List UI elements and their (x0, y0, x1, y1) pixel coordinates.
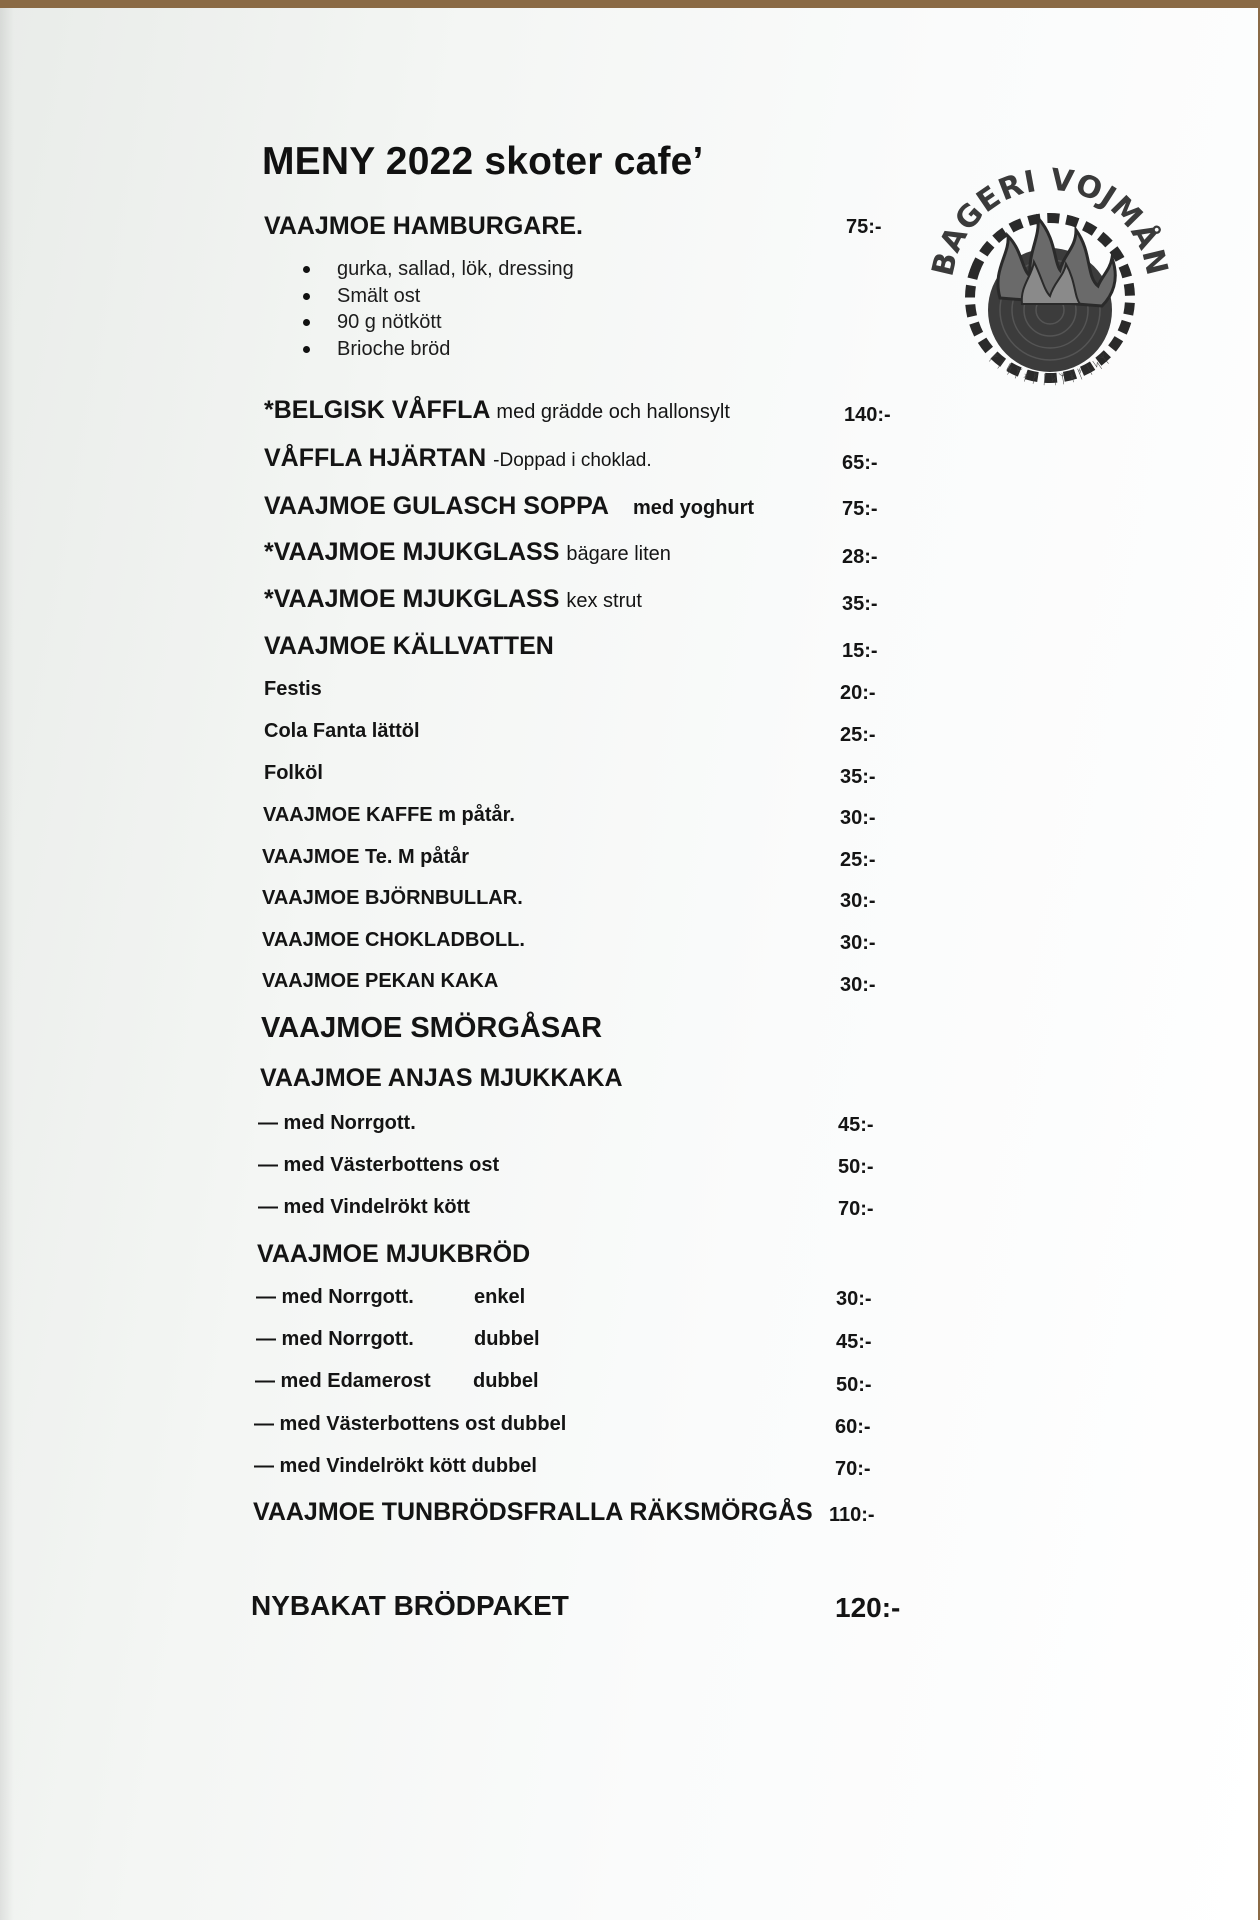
bakery-logo (930, 158, 1170, 418)
ingredient-text: Smält ost (337, 284, 421, 307)
list-item (300, 283, 574, 310)
bullet-icon (303, 266, 310, 273)
item-title: VAAJMOE GULASCH SOPPA (264, 492, 609, 520)
item-price: 70:- (838, 1198, 874, 1220)
item-title: *VAAJMOE MJUKGLASS (264, 538, 560, 566)
item-name: Festis (264, 678, 322, 700)
section-heading-smorgasar: VAAJMOE SMÖRGÅSAR (261, 1012, 603, 1044)
list-item (300, 309, 574, 336)
item-name: VAAJMOE KAFFE m påtår. (263, 804, 515, 826)
item-price: 30:- (836, 1288, 872, 1310)
ingredient-text: Brioche bröd (337, 337, 451, 360)
item-price-hamburger: 75:- (846, 216, 882, 238)
list-item (300, 336, 574, 363)
item-name: — med Norrgott. (256, 1328, 414, 1350)
item-name: VAAJMOE KÄLLVATTEN (264, 632, 554, 660)
item-price: 70:- (835, 1458, 871, 1480)
item-price: 30:- (840, 807, 876, 829)
item-desc: bägare liten (566, 543, 671, 565)
bullet-icon (303, 346, 310, 353)
item-name: — med Västerbottens ost (258, 1154, 500, 1176)
item-price: 30:- (840, 974, 876, 996)
item-title: *VAAJMOE MJUKGLASS (264, 585, 560, 613)
item-name (264, 396, 730, 425)
item-name: VAAJMOE PEKAN KAKA (262, 970, 499, 992)
item-variant: dubbel (474, 1328, 540, 1350)
item-price: 35:- (842, 593, 878, 615)
paper-edge-shadow (0, 8, 14, 1920)
item-price: 30:- (840, 932, 876, 954)
item-price: 25:- (840, 724, 876, 746)
item-price: 28:- (842, 546, 878, 568)
item-title: *BELGISK VÅFFLA (264, 396, 490, 424)
logo-text: AGERI VOJMÅ (933, 162, 1166, 258)
item-name: Folköl (264, 762, 323, 784)
item-price: 30:- (840, 890, 876, 912)
item-price-tunbrod: 110:- (829, 1504, 875, 1526)
item-name (264, 444, 652, 473)
item-name: — med Norrgott. (258, 1112, 416, 1134)
item-price: 15:- (842, 640, 878, 662)
item-price: 50:- (836, 1374, 872, 1396)
item-desc: med grädde och hallonsylt (496, 401, 730, 423)
bullet-icon (303, 319, 310, 326)
item-price: 20:- (840, 682, 876, 704)
menu-title: MENY 2022 skoter cafe’ (262, 140, 704, 183)
item-name: — med Edamerost (255, 1370, 431, 1392)
item-price: 50:- (838, 1156, 874, 1178)
item-desc: kex strut (566, 590, 642, 612)
item-name (264, 492, 754, 521)
bullet-icon (303, 293, 310, 300)
item-price: 25:- (840, 849, 876, 871)
item-title: VÅFFLA HJÄRTAN (264, 444, 487, 472)
menu-sheet (0, 8, 1258, 1920)
item-name (264, 585, 642, 614)
item-price: 60:- (835, 1416, 871, 1438)
item-price: 65:- (842, 452, 878, 474)
item-name: — med Västerbottens ost dubbel (254, 1413, 567, 1435)
item-variant: dubbel (473, 1370, 539, 1392)
hamburger-ingredient-list (300, 256, 574, 362)
item-name: VAAJMOE BJÖRNBULLAR. (262, 887, 523, 909)
item-name: VAAJMOE CHOKLADBOLL. (262, 929, 525, 951)
item-name: Cola Fanta lättöl (264, 720, 420, 742)
item-price-brodpaket: 120:- (835, 1592, 901, 1623)
item-name: — med Vindelrökt kött dubbel (254, 1455, 537, 1477)
item-name (264, 538, 671, 567)
item-name: VAAJMOE Te. M påtår (262, 846, 470, 868)
logo-runes: ᚠᛁᛋᛉᚼᚠᛁᛋᛉᚼᚠᛁᛋᛉ (985, 350, 1115, 389)
item-desc: med yoghurt (632, 497, 755, 519)
item-desc: -Doppad i choklad. (493, 450, 652, 471)
item-price: 45:- (838, 1114, 874, 1136)
item-price: 140:- (844, 404, 891, 426)
bakery-logo-icon (930, 158, 1170, 418)
item-name: — med Norrgott. (256, 1286, 414, 1308)
item-price: 35:- (840, 766, 876, 788)
item-price: 75:- (842, 498, 878, 520)
item-name-brodpaket: NYBAKAT BRÖDPAKET (251, 1590, 569, 1621)
ingredient-text: gurka, sallad, lök, dressing (337, 258, 574, 280)
section-heading-mjukkaka: VAAJMOE ANJAS MJUKKAKA (260, 1064, 623, 1092)
section-heading-mjukbrod: VAAJMOE MJUKBRÖD (257, 1240, 531, 1268)
list-item (300, 256, 574, 283)
item-name-hamburger: VAAJMOE HAMBURGARE. (264, 212, 583, 240)
item-variant: enkel (474, 1286, 526, 1308)
item-name: — med Vindelrökt kött (258, 1196, 470, 1218)
ingredient-text: 90 g nötkött (337, 311, 442, 333)
item-name-tunbrod: VAAJMOE TUNBRÖDSFRALLA RÄKSMÖRGÅS (253, 1498, 813, 1526)
item-price: 45:- (836, 1331, 872, 1353)
